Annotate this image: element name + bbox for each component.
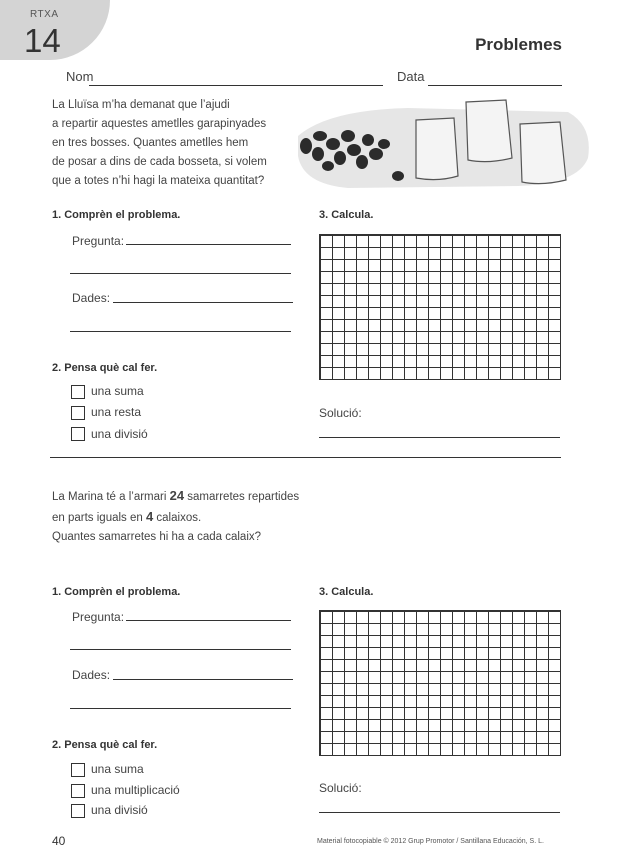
problem1-dades-field-2[interactable] [70, 331, 291, 332]
problem1-line: que a totes n’hi hagi la mateixa quantitat? [52, 175, 265, 187]
problem1-line: en tres bosses. Quantes ametlles hem [52, 137, 249, 149]
problem1-step3: 3. Calcula. [319, 209, 374, 221]
problem1-text [52, 96, 302, 191]
problem2-dades-label: Dades: [72, 668, 111, 682]
problem2-calc-grid[interactable] [319, 610, 561, 756]
problem1-option-label: una divisió [91, 427, 148, 441]
problem2-text [52, 486, 352, 547]
problem1-option-subtract-checkbox[interactable] [71, 406, 85, 420]
section-divider [50, 457, 561, 458]
problem1-option-divide-checkbox[interactable] [71, 427, 85, 441]
problem1-step2: 2. Pensa què cal fer. [52, 362, 158, 374]
tab-label: RTXA [30, 9, 59, 20]
problem1-pregunta-label: Pregunta: [72, 234, 125, 248]
problem2-option-divide-checkbox[interactable] [71, 804, 85, 818]
problem2-dades-field-2[interactable] [70, 708, 291, 709]
page-number: 40 [52, 834, 66, 848]
problem2-option-label: una multiplicació [91, 783, 180, 797]
problem2-dades-field[interactable] [113, 679, 293, 680]
problem1-solucio-field[interactable] [319, 437, 560, 438]
problem1-option-label: una suma [91, 384, 144, 398]
problem1-calc-grid[interactable] [319, 234, 561, 380]
problem1-step1: 1. Comprèn el problema. [52, 209, 181, 221]
problem2-solucio-label: Solució: [319, 781, 362, 795]
name-label: Nom [66, 69, 94, 84]
problem2-step3: 3. Calcula. [319, 586, 374, 598]
problem1-dades-label: Dades: [72, 291, 111, 305]
name-field[interactable] [89, 85, 383, 86]
problem1-dades-field[interactable] [113, 302, 293, 303]
problem2-option-multiply-checkbox[interactable] [71, 784, 85, 798]
problem1-option-sum-checkbox[interactable] [71, 385, 85, 399]
problem1-line: La Lluïsa m’ha demanat que l’ajudi [52, 99, 230, 111]
problem2-step1: 1. Comprèn el problema. [52, 586, 181, 598]
problem2-option-sum-checkbox[interactable] [71, 763, 85, 777]
problem2-line: La Marina té a l’armari 24 samarretes repartides [52, 488, 300, 503]
date-label: Data [397, 69, 425, 84]
copyright-notice: Material fotocopiable © 2012 Grup Promotor / Santillana Educación, S. L. [317, 838, 544, 845]
problem2-option-label: una suma [91, 762, 144, 776]
problem2-pregunta-field-2[interactable] [70, 649, 291, 650]
problem1-line: a repartir aquestes ametlles garapinyades [52, 118, 267, 130]
problem2-solucio-field[interactable] [319, 812, 560, 813]
problem1-pregunta-field-2[interactable] [70, 273, 291, 274]
problem2-line: en parts iguals en 4 calaixos. [52, 509, 202, 524]
problem2-step2: 2. Pensa què cal fer. [52, 739, 158, 751]
problem1-solucio-label: Solució: [319, 406, 362, 420]
almonds-bags-illustration [288, 96, 600, 196]
problem2-pregunta-label: Pregunta: [72, 610, 125, 624]
problem2-pregunta-field[interactable] [126, 620, 291, 621]
problem1-option-label: una resta [91, 405, 142, 419]
problem1-pregunta-field[interactable] [126, 244, 291, 245]
problem1-line: de posar a dins de cada bosseta, si volem [52, 156, 267, 168]
problem2-line: Quantes samarretes hi ha a cada calaix? [52, 531, 262, 543]
problem2-option-label: una divisió [91, 803, 148, 817]
tab-number: 14 [24, 22, 61, 59]
date-field[interactable] [428, 85, 562, 86]
page-title: Problemes [475, 35, 562, 54]
